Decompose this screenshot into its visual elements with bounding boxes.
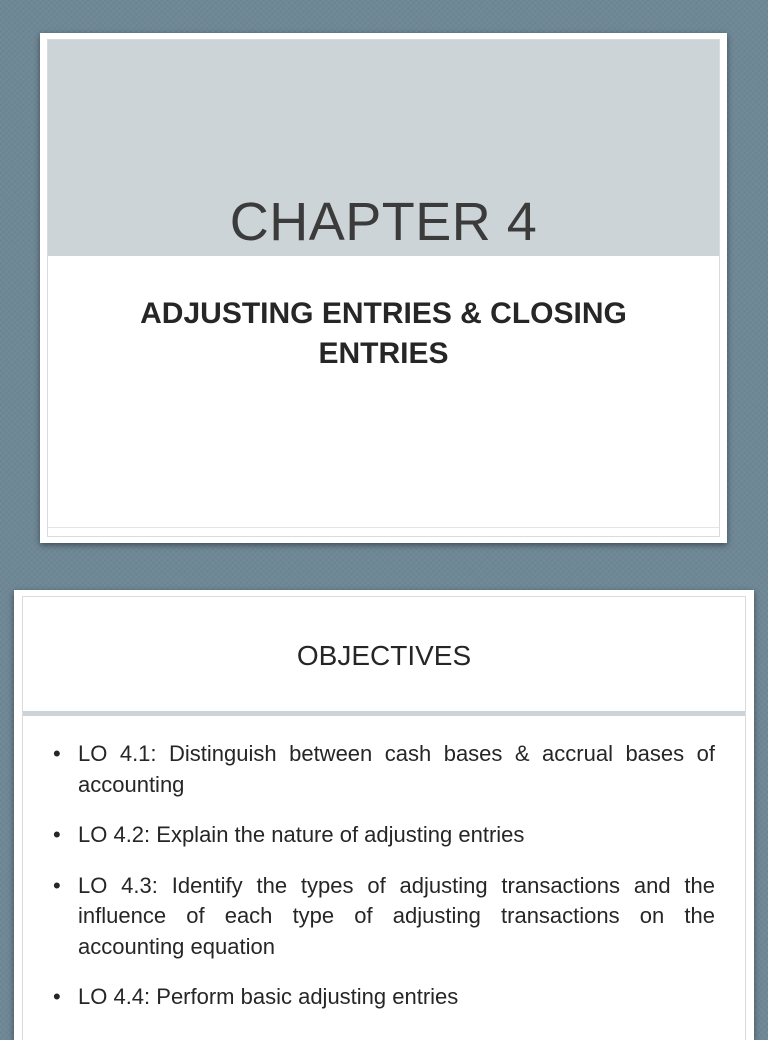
- objectives-slide: [14, 590, 754, 1040]
- title-slide-frame: [47, 39, 720, 537]
- bullet-icon: •: [53, 872, 61, 898]
- objective-item: [53, 982, 715, 1013]
- objectives-slide-frame: [22, 596, 746, 1040]
- objective-item: [53, 739, 715, 800]
- slide-footer-divider: [48, 527, 719, 528]
- objective-text: LO 4.1: Distinguish between cash bases & accrual bases of accounting: [78, 741, 715, 797]
- objective-text: LO 4.4: Perform basic adjusting entries: [78, 984, 459, 1009]
- chapter-title: CHAPTER 4: [229, 192, 538, 252]
- title-slide: [40, 33, 727, 543]
- objective-item: [53, 871, 715, 963]
- objective-text: LO 4.2: Explain the nature of adjusting entries: [78, 822, 525, 847]
- chapter-subtitle: ADJUSTING ENTRIES & CLOSING ENTRIES: [140, 297, 627, 370]
- objective-text: LO 4.3: Identify the types of adjusting transactions and the influence of each type of adjusting transactions on the accounting equation: [78, 872, 715, 959]
- objectives-list: [53, 739, 715, 1033]
- objectives-divider: [23, 711, 745, 716]
- bullet-icon: •: [53, 984, 61, 1009]
- objectives-title: OBJECTIVES: [296, 640, 472, 671]
- bullet-icon: •: [53, 741, 61, 766]
- objective-item: [53, 820, 715, 851]
- bullet-icon: •: [53, 822, 61, 847]
